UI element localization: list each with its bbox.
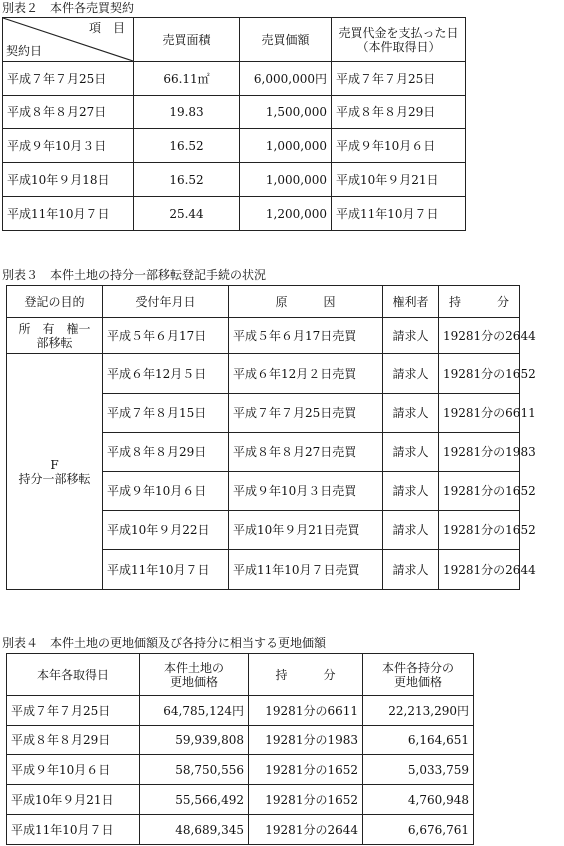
table3-received: 平成９年10月６日 (103, 472, 229, 511)
table2-date: 平成９年10月３日 (3, 129, 134, 163)
table4-land-values (6, 653, 474, 845)
table2-price: 1,000,000 (240, 163, 332, 197)
table2-header-paid: 売買代金を支払った日（本件取得日） (332, 18, 466, 62)
table3-cause: 平成10年９月21日売買 (229, 511, 383, 550)
table4-caption: 別表４ 本件土地の更地価額及び各持分に相当する更地価額 (2, 636, 327, 650)
table3-share: 19281分の2644 (439, 318, 520, 354)
table3-purpose-ownership: 所 有 権一部移転 (7, 318, 103, 354)
table4-share: 19281分の2644 (249, 815, 363, 845)
table3-cause: 平成11年10月７日売買 (229, 550, 383, 590)
table3-header-purpose: 登記の目的 (7, 286, 103, 318)
table2-caption: 別表２ 本件各売買契約 (2, 1, 135, 15)
table3-holder: 請求人 (383, 550, 439, 590)
table3-holder: 請求人 (383, 394, 439, 433)
table4-header-share: 持 分 (249, 654, 363, 696)
table3-cause: 平成８年８月27日売買 (229, 433, 383, 472)
table4-date: 平成11年10月７日 (7, 815, 140, 845)
table3-received: 平成10年９月22日 (103, 511, 229, 550)
table4-land: 64,785,124円 (140, 696, 249, 726)
table4-share: 19281分の6611 (249, 696, 363, 726)
table4-value: 6,164,651 (363, 726, 474, 755)
table-row (3, 163, 466, 197)
table-row (7, 755, 474, 785)
table3-received: 平成７年８月15日 (103, 394, 229, 433)
table4-header-each (363, 654, 474, 696)
table2-date: 平成10年９月18日 (3, 163, 134, 197)
table-row (3, 129, 466, 163)
table3-holder: 請求人 (383, 354, 439, 394)
table2-corner-cell (3, 18, 134, 62)
table3-received: 平成11年10月７日 (103, 550, 229, 590)
table4-date: 平成７年７月25日 (7, 696, 140, 726)
table-row (7, 726, 474, 755)
table3-registration-status (6, 285, 536, 590)
table4-header-land (140, 654, 249, 696)
table4-land: 48,689,345 (140, 815, 249, 845)
table2-price: 1,000,000 (240, 129, 332, 163)
table3-share: 19281分の2644 (439, 550, 520, 590)
table-row (7, 696, 474, 726)
table3-holder: 請求人 (383, 318, 439, 354)
table4-land: 58,750,556 (140, 755, 249, 785)
table2-price: 1,500,000 (240, 96, 332, 129)
table3-holder: 請求人 (383, 511, 439, 550)
table3-purpose-f-group (7, 354, 103, 590)
table2-price: 1,200,000 (240, 197, 332, 231)
table2-area: 25.44 (134, 197, 240, 231)
table2-corner-top: 項 目 (88, 21, 125, 35)
table2-price: 6,000,000円 (240, 62, 332, 96)
table-row (3, 62, 466, 96)
table3-caption: 別表３ 本件土地の持分一部移転登記手続の状況 (2, 268, 267, 282)
table3-received: 平成６年12月５日 (103, 354, 229, 394)
table3-header-cause: 原 因 (229, 286, 383, 318)
table2-header-price: 売買価額 (240, 18, 332, 62)
table4-header-date: 本年各取得日 (7, 654, 140, 696)
table2-area: 16.52 (134, 163, 240, 197)
table4-header-land-line1: 本件土地の (163, 660, 224, 675)
table3-header-row (7, 286, 520, 318)
table-row (7, 354, 520, 394)
table4-date: 平成９年10月６日 (7, 755, 140, 785)
table2-sales-contracts (2, 17, 466, 231)
table4-header-each-line1: 本件各持分の (381, 660, 454, 675)
table2-paid: 平成７年７月25日 (332, 62, 466, 96)
table4-header-land-line2: 更地価格 (169, 674, 218, 689)
table3-purpose-f: F (50, 457, 59, 472)
table4-header-each-line2: 更地価格 (393, 674, 442, 689)
table3-received: 平成８年８月29日 (103, 433, 229, 472)
table2-date: 平成７年７月25日 (3, 62, 134, 96)
table3-holder: 請求人 (383, 433, 439, 472)
table2-paid: 平成10年９月21日 (332, 163, 466, 197)
table4-share: 19281分の1983 (249, 726, 363, 755)
table-row (3, 197, 466, 231)
table2-area: 19.83 (134, 96, 240, 129)
table-row (7, 815, 474, 845)
table3-cause: 平成９年10月３日売買 (229, 472, 383, 511)
table-row (7, 785, 474, 815)
table4-header-row (7, 654, 474, 696)
table4-value: 4,760,948 (363, 785, 474, 815)
table4-value: 22,213,290円 (363, 696, 474, 726)
table3-share: 19281分の6611 (439, 394, 520, 433)
table4-date: 平成10年９月21日 (7, 785, 140, 815)
table4-value: 5,033,759 (363, 755, 474, 785)
table4-land: 55,566,492 (140, 785, 249, 815)
table-row (7, 318, 520, 354)
table2-area: 66.11㎡ (134, 62, 240, 96)
table2-paid: 平成８年８月29日 (332, 96, 466, 129)
table-row (3, 96, 466, 129)
table3-share: 19281分の1652 (439, 354, 520, 394)
table3-cause: 平成６年12月２日売買 (229, 354, 383, 394)
table4-share: 19281分の1652 (249, 755, 363, 785)
table3-header-holder: 権利者 (383, 286, 439, 318)
table3-share: 19281分の1983 (439, 433, 520, 472)
table3-share: 19281分の1652 (439, 472, 520, 511)
table3-cause: 平成７年７月25日売買 (229, 394, 383, 433)
table4-land: 59,939,808 (140, 726, 249, 755)
table3-purpose-f-label: 持分一部移転 (18, 471, 91, 486)
table3-share: 19281分の1652 (439, 511, 520, 550)
table2-date: 平成11年10月７日 (3, 197, 134, 231)
table3-cause: 平成５年６月17日売買 (229, 318, 383, 354)
table3-header-share: 持 分 (439, 286, 520, 318)
table2-paid: 平成11年10月７日 (332, 197, 466, 231)
table2-area: 16.52 (134, 129, 240, 163)
table4-share: 19281分の1652 (249, 785, 363, 815)
table3-received: 平成５年６月17日 (103, 318, 229, 354)
table3-holder: 請求人 (383, 472, 439, 511)
table2-paid: 平成９年10月６日 (332, 129, 466, 163)
table2-header-row (3, 18, 466, 62)
table2-corner-bottom: 契約日 (6, 44, 43, 58)
table2-header-area: 売買面積 (134, 18, 240, 62)
table4-date: 平成８年８月29日 (7, 726, 140, 755)
table3-header-received: 受付年月日 (103, 286, 229, 318)
table4-value: 6,676,761 (363, 815, 474, 845)
table2-date: 平成８年８月27日 (3, 96, 134, 129)
